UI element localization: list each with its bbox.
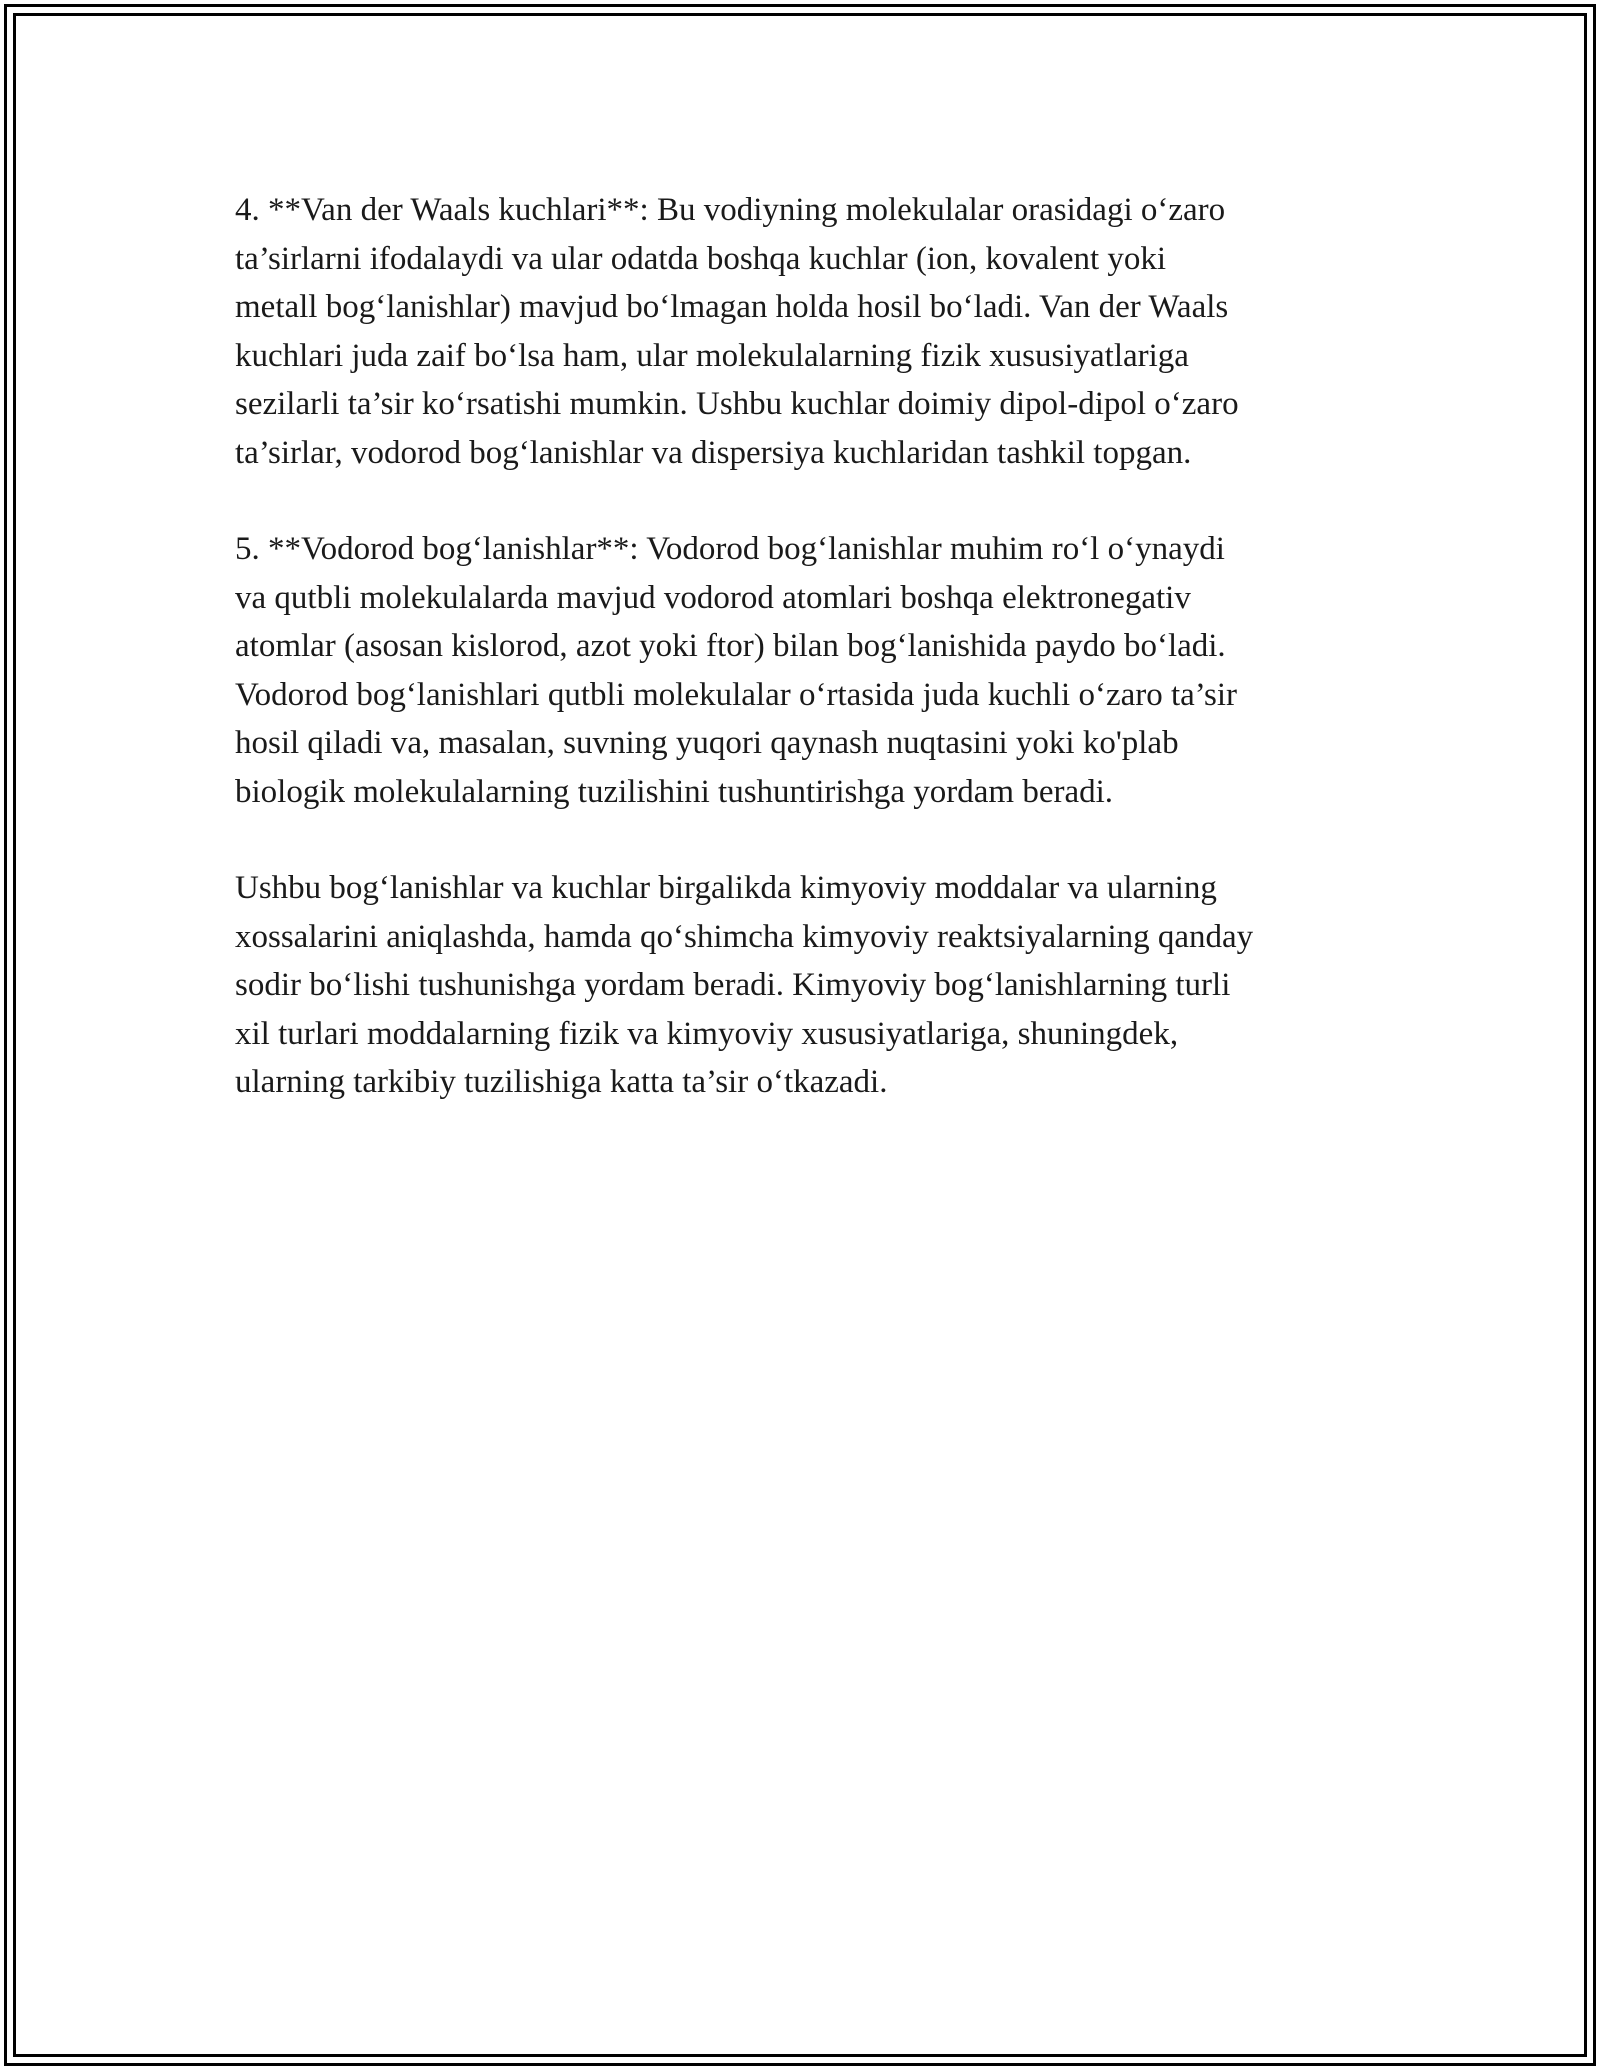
paragraph-summary (235, 864, 1385, 1107)
text-line: kuchlari juda zaif bo‘lsa ham, ular molekulalarning fizik xususiyatlariga (235, 337, 1189, 374)
text-line: 5. **Vodorod bog‘lanishlar**: Vodorod bog‘lanishlar muhim ro‘l o‘ynaydi (235, 531, 1225, 567)
text-line: ularning tarkibiy tuzilishiga katta ta’sir o‘tkazadi. (235, 1064, 888, 1100)
text-line: ta’sirlarni ifodalaydi va ular odatda boshqa kuchlar (ion, kovalent yoki (235, 240, 1167, 277)
text-line: biologik molekulalarning tuzilishini tushuntirishga yordam beradi. (235, 773, 1114, 810)
text-line: Vodorod bog‘lanishlari qutbli molekulalar o‘rtasida juda kuchli o‘zaro ta’sir (235, 676, 1237, 713)
paragraph-van-der-waals (235, 186, 1385, 477)
text-line: Ushbu bog‘lanishlar va kuchlar birgalikda kimyoviy moddalar va ularning (235, 870, 1217, 906)
text-line: hosil qiladi va, masalan, suvning yuqori qaynash nuqtasini yoki ko'plab (235, 725, 1179, 761)
text-line: atomlar (asosan kislorod, azot yoki ftor) bilan bog‘lanishida paydo bo‘ladi. (235, 628, 1226, 664)
text-line: xil turlari moddalarning fizik va kimyoviy xususiyatlariga, shuningdek, (235, 1015, 1179, 1052)
text-line: sodir bo‘lishi tushunishga yordam beradi. Kimyoviy bog‘lanishlarning turli (235, 967, 1231, 1003)
text-line: va qutbli molekulalarda mavjud vodorod atomlari boshqa elektronegativ (235, 579, 1191, 616)
text-line: 4. **Van der Waals kuchlari**: Bu vodiyning molekulalar orasidagi o‘zaro (235, 192, 1226, 228)
text-line: sezilarli ta’sir ko‘rsatishi mumkin. Ushbu kuchlar doimiy dipol-dipol o‘zaro (235, 386, 1239, 422)
text-line: xossalarini aniqlashda, hamda qo‘shimcha kimyoviy reaktsiyalarning qanday (235, 918, 1254, 955)
text-line: metall bog‘lanishlar) mavjud bo‘lmagan holda hosil bo‘ladi. Van der Waals (235, 289, 1229, 325)
text-line: ta’sirlar, vodorod bog‘lanishlar va dispersiya kuchlaridan tashkil topgan. (235, 434, 1192, 471)
document-body (235, 186, 1385, 1155)
paragraph-vodorod (235, 525, 1385, 816)
